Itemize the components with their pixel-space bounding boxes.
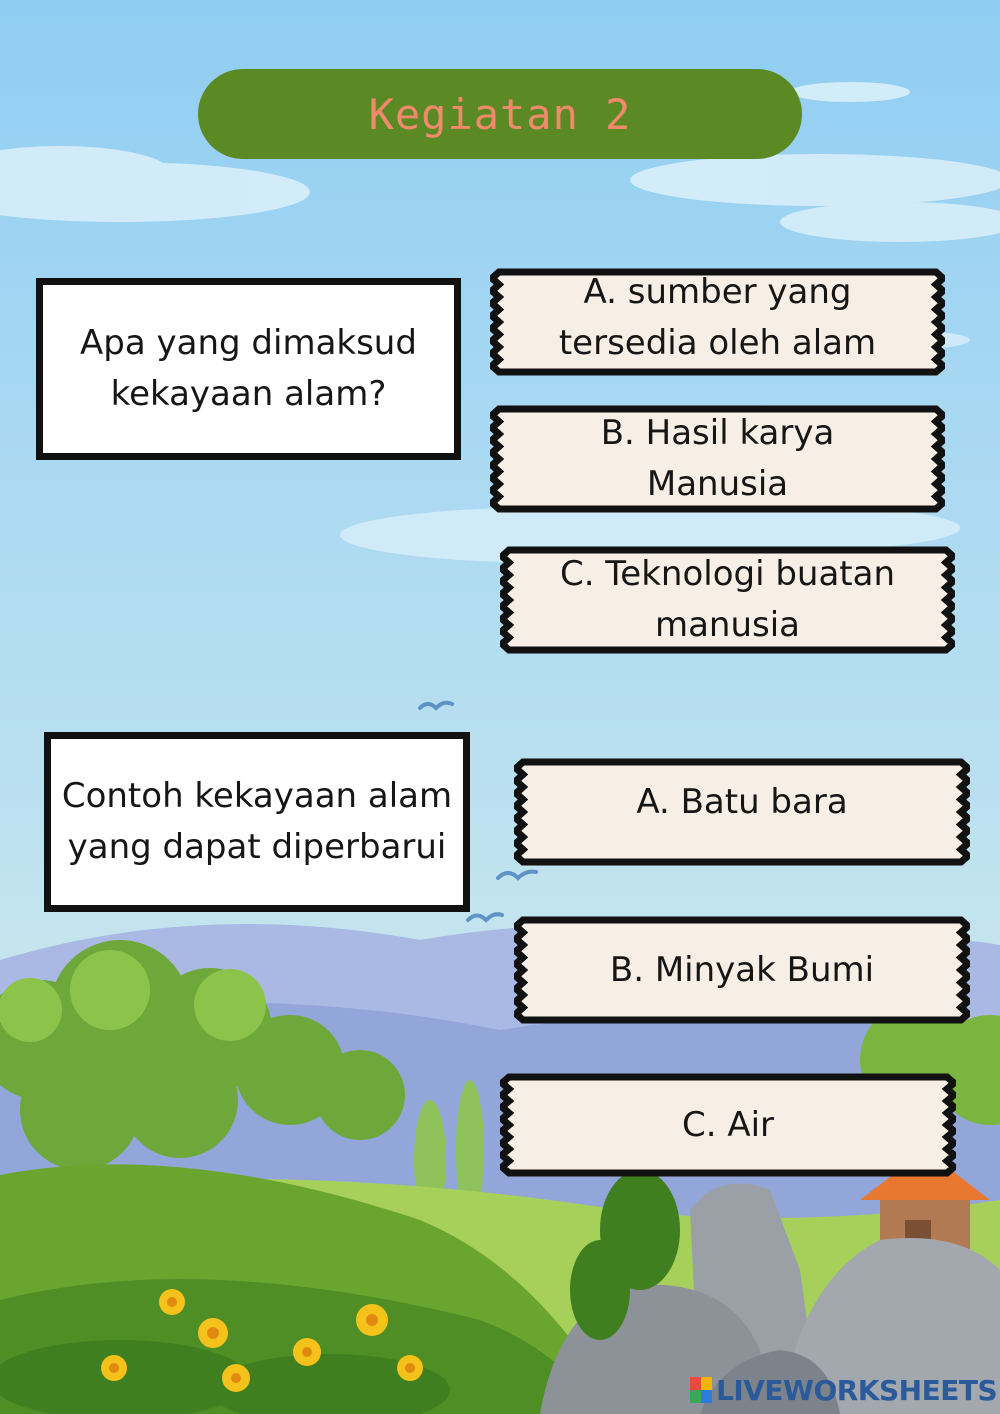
question-1-option-b[interactable]	[490, 405, 945, 513]
question-2-option-a[interactable]	[514, 758, 970, 866]
option-label: A. sumber yang tersedia oleh alam	[558, 272, 877, 363]
question-1-option-c[interactable]	[500, 546, 955, 654]
page-title: Kegiatan 2	[368, 89, 632, 139]
question-1-text: Apa yang dimaksud kekayaan alam?	[80, 323, 417, 414]
question-1-option-a[interactable]	[490, 268, 945, 376]
question-2-box	[44, 732, 470, 912]
option-label: C. Teknologi buatan manusia	[559, 554, 896, 645]
question-2-option-b[interactable]	[514, 916, 970, 1024]
liveworksheets-watermark	[690, 1372, 997, 1408]
question-2-option-c[interactable]	[500, 1073, 956, 1177]
question-1-box	[36, 278, 461, 460]
question-2-text: Contoh kekayaan alam yang dapat diperbarui	[61, 776, 453, 867]
option-label: C. Air	[681, 1104, 775, 1145]
option-label: A. Batu bara	[636, 781, 848, 822]
brand-text: LIVEWORKSHEETS	[716, 1373, 998, 1407]
option-label: B. Minyak Bumi	[609, 949, 875, 990]
liveworksheets-logo-icon	[690, 1377, 712, 1403]
option-label: B. Hasil karya Manusia	[600, 413, 835, 504]
title-banner	[198, 69, 802, 159]
